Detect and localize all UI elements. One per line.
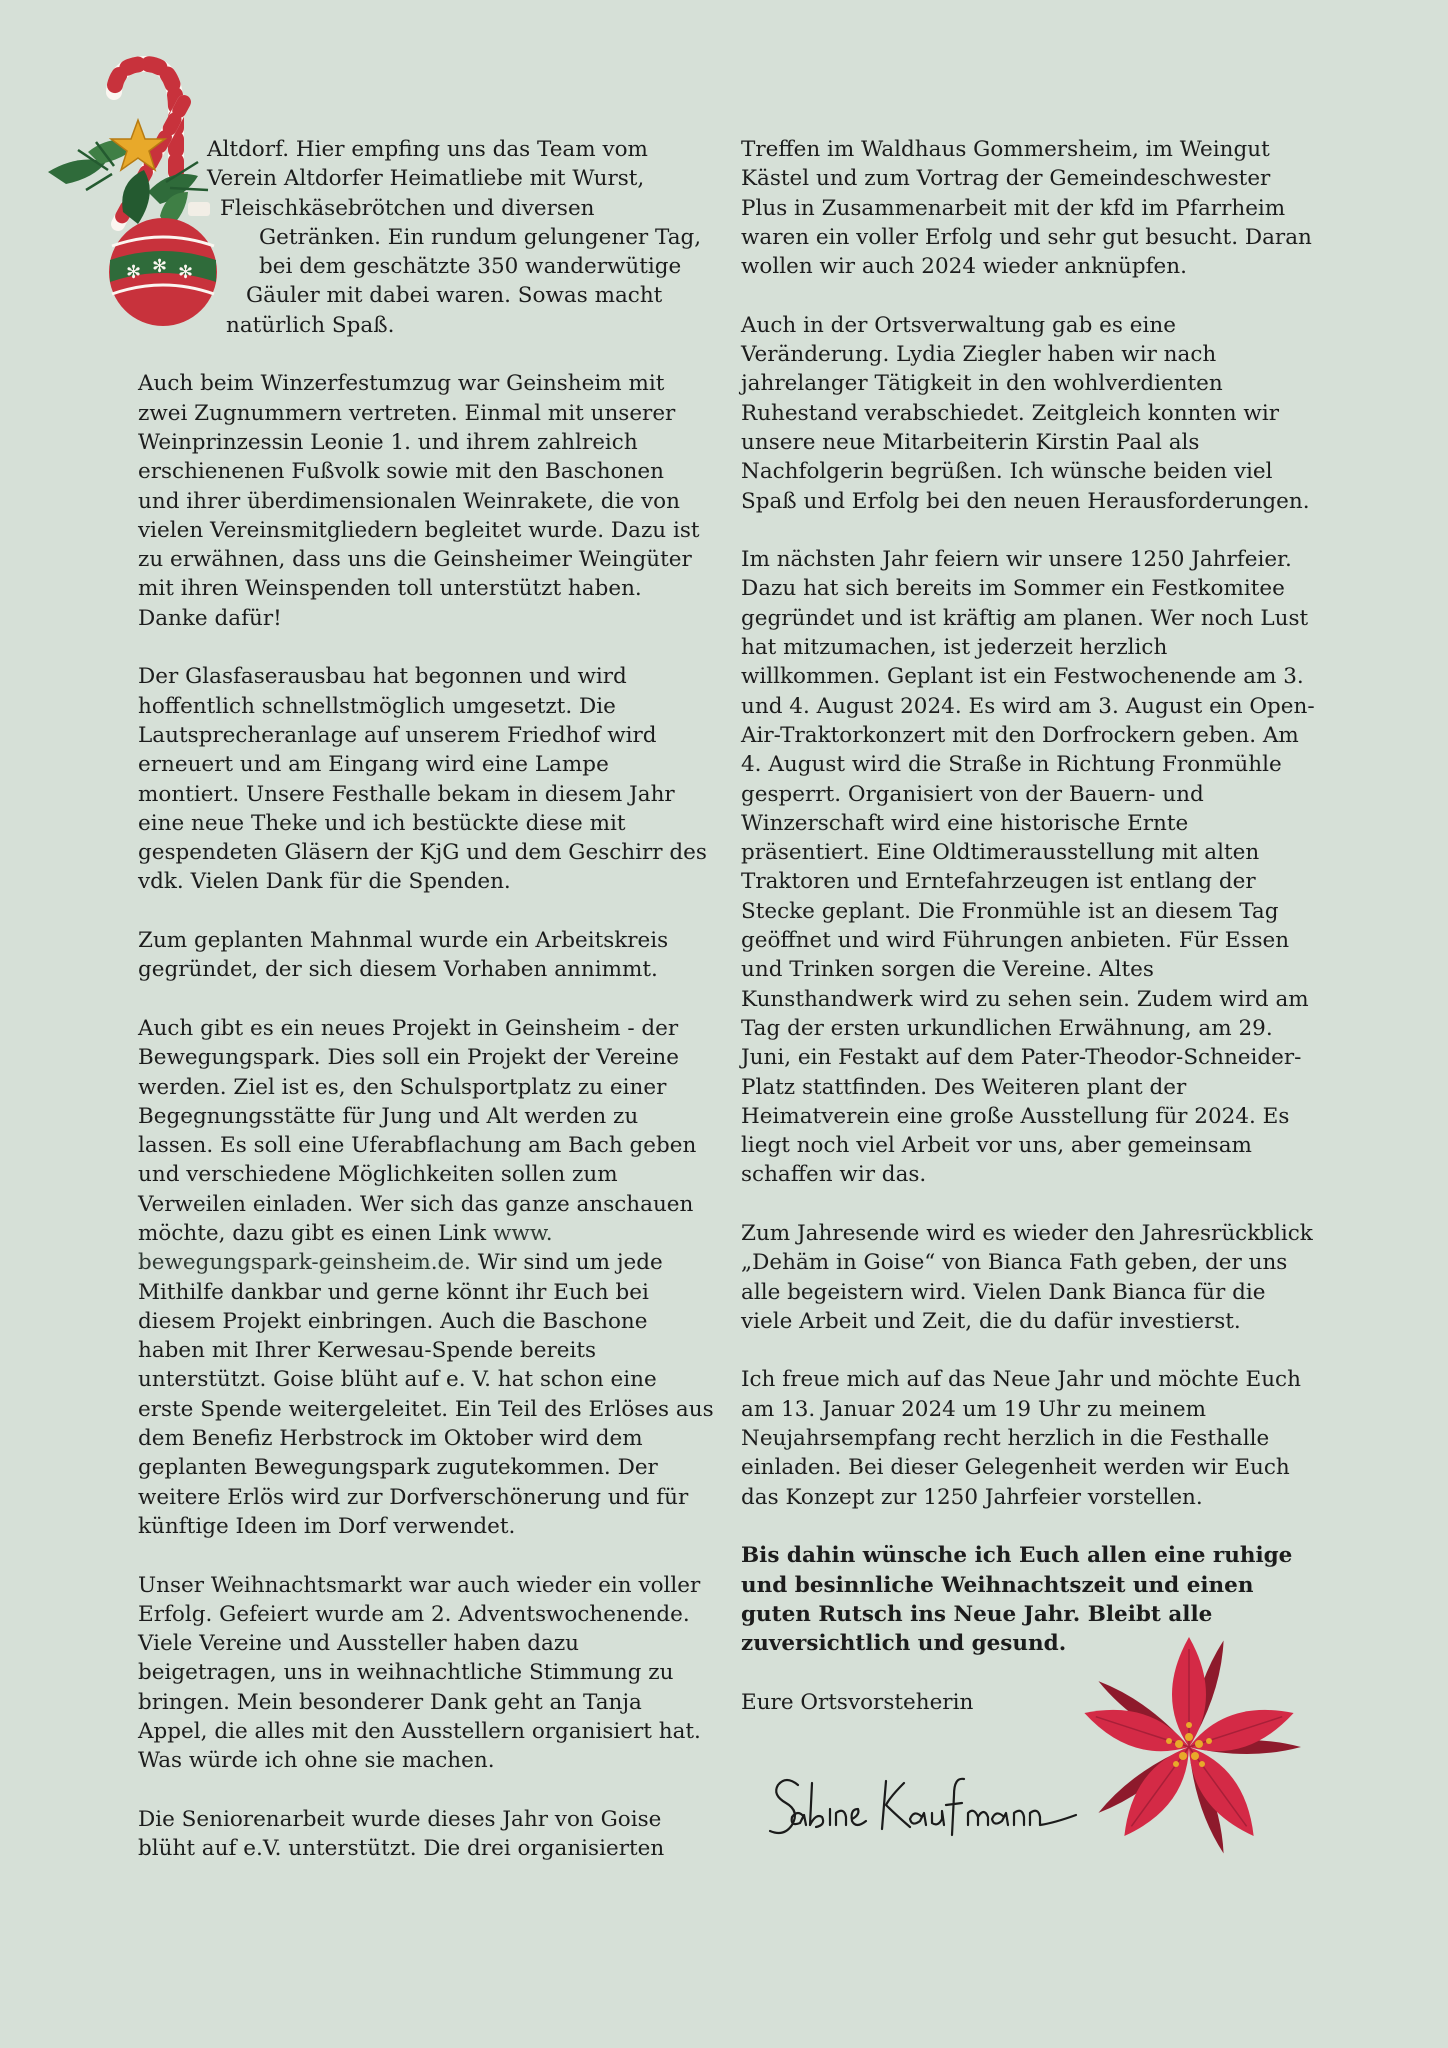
text-line: Juni, ein Festakt auf dem Pater-Theodor-Schneider- [741,1045,1302,1071]
text-line: zuversichtlich und gesund. [741,1631,1067,1657]
text-line: Ruhestand verabschiedet. Zeitgleich konnten wir [741,400,1279,426]
text-line: gegründet und ist kräftig am planen. Wer noch Lust [741,605,1309,631]
text-line: weitere Erlös wird zur Dorfverschönerung und für [138,1484,689,1510]
text-line: Dazu hat sich bereits im Sommer ein Festkomitee [741,576,1285,602]
text-line: blüht auf e.V. unterstützt. Die drei organisierten [138,1836,665,1862]
text-line: Zum geplanten Mahnmal wurde ein Arbeitskreis [138,928,669,954]
text-line: Der Glasfaserausbau hat begonnen und wird [138,664,627,690]
text-line: geöffnet und wird Führungen anbieten. Für Essen [741,928,1290,954]
text-line: waren ein voller Erfolg und sehr gut besucht. Daran [741,224,1312,250]
text-line: guten Rutsch ins Neue Jahr. Bleibt alle [741,1601,1213,1627]
svg-text:✻: ✻ [152,256,168,277]
bewegungspark-link[interactable]: www. [493,1220,553,1246]
text-line: Danke dafür! [138,605,282,631]
text-line: eine neue Theke und ich bestückte diese mit [138,810,626,836]
paragraph-glasfaser [138,662,718,896]
paragraph-weihnachtsmarkt [138,1571,718,1776]
text-line: erste Spende weitergeleitet. Ein Teil des Erlöses aus [138,1396,714,1422]
text-line: mit ihren Weinspenden toll unterstützt haben. [138,576,642,602]
paragraph-jahrfeier [741,545,1331,1190]
text-line: Fleischkäsebrötchen und diversen [220,195,595,221]
text-line: Begegnungsstätte für Jung und Alt werden zu [138,1103,639,1129]
text-line: Auch beim Winzerfestumzug war Geinsheim mit [138,371,665,397]
text-line: Altdorf. Hier empfing uns das Team vom [207,137,648,162]
svg-text:✻: ✻ [178,262,194,283]
left-column [138,135,718,1864]
text-line: schaffen wir das. [741,1162,927,1188]
text-line: einladen. Bei dieser Gelegenheit werden wir Euch [741,1455,1290,1481]
text-line: Neujahrsempfang recht herzlich in die Festhalle [741,1426,1270,1452]
closing-line: Eure Ortsvorsteherin [741,1689,974,1715]
text-line: geplanten Bewegungspark zugutekommen. Der [138,1455,658,1481]
text-line: viele Arbeit und Zeit, die du dafür investierst. [741,1308,1241,1334]
text-line: Nachfolgerin begrüßen. Ich wünsche beiden viel [741,459,1273,485]
text-line: liegt noch viel Arbeit vor uns, aber gemeinsam [741,1133,1252,1159]
text-line: Veränderung. Lydia Ziegler haben wir nach [741,342,1217,368]
text-fragment: möchte, dazu gibt es einen Link [138,1220,494,1246]
poinsettia-icon [1064,1632,1314,1862]
text-line: Auch gibt es ein neues Projekt in Geinsheim - der [138,1015,679,1041]
paragraph-jahresrueckblick [741,1219,1331,1336]
text-line: wollen wir auch 2024 wieder anknüpfen. [741,254,1187,280]
text-line: bei dem geschätzte 350 wanderwütige [259,254,682,280]
text-line: Stecke geplant. Die Fronmühle ist an diesem Tag [741,898,1279,924]
text-line: bringen. Mein besonderer Dank geht an Tanja [138,1689,642,1715]
text-line: vdk. Vielen Dank für die Spenden. [138,869,511,895]
text-line: diesem Projekt einbringen. Auch die Baschone [138,1308,648,1334]
text-line: Winzerschaft wird eine historische Ernte [741,810,1189,836]
right-column [741,135,1331,1717]
text-line: Gäuler mit dabei waren. Sowas macht [246,283,663,309]
text-line: hoffentlich schnellstmöglich umgesetzt. Die [138,693,616,719]
text-line: Verein Altdorfer Heimatliebe mit Wurst, [207,166,645,192]
text-line: Spaß und Erfolg bei den neuen Herausforderungen. [741,488,1310,514]
paragraph-neujahrsempfang [741,1365,1331,1511]
text-line: Zum Jahresende wird es wieder den Jahresrückblick [741,1220,1313,1246]
text-line: erneuert und am Eingang wird eine Lampe [138,752,609,778]
paragraph-bewegungspark [138,1014,718,1541]
paragraph-altdorf [138,135,718,340]
text-line: Lautsprecheranlage auf unserem Friedhof wird [138,722,657,748]
text-line: „Dehäm in Goise“ von Bianca Fath geben, der uns [741,1250,1288,1276]
bewegungspark-link-continued[interactable]: bewegungspark-geinsheim.de. [138,1250,471,1276]
text-line: lassen. Es soll eine Uferabflachung am Bach geben [138,1133,697,1159]
text-fragment: Wir sind um jede [470,1250,663,1276]
text-line: gesperrt. Organisiert von der Bauern- und [741,781,1204,807]
text-line: am 13. Januar 2024 um 19 Uhr zu meinem [741,1396,1206,1422]
text-line: unterstützt. Goise blüht auf e. V. hat schon eine [138,1367,657,1393]
text-line: Tag der ersten urkundlichen Erwähnung, am 29. [741,1015,1273,1041]
text-line: zu erwähnen, dass uns die Geinsheimer Weingüter [138,547,692,573]
text-line: Kunsthandwerk wird zu sehen sein. Zudem wird am [741,986,1309,1012]
text-line: und verschiedene Möglichkeiten sollen zum [138,1162,618,1188]
signature-icon [764,1765,1084,1845]
text-line: Weinprinzessin Leonie 1. und ihrem zahlreich [138,429,638,455]
text-line: gegründet, der sich diesem Vorhaben annimmt. [138,957,658,983]
text-line: Auch in der Ortsverwaltung gab es eine [741,312,1176,338]
text-line: Im nächsten Jahr feiern wir unsere 1250 Jahrfeier. [741,547,1292,573]
text-line: haben mit Ihrer Kerwesau-Spende bereits [138,1338,597,1364]
svg-text:✻: ✻ [126,262,142,283]
text-line: alle begeistern wird. Vielen Dank Bianca für die [741,1279,1266,1305]
paragraph-treffen [741,135,1331,281]
text-line: gespendeten Gläsern der KjG und dem Geschirr des [138,840,707,866]
text-line: unsere neue Mitarbeiterin Kirstin Paal als [741,429,1200,455]
text-line: montiert. Unsere Festhalle bekam in diesem Jahr [138,781,675,807]
text-line: erschienenen Fußvolk sowie mit den Baschonen [138,459,664,485]
paragraph-mahnmal [138,926,718,985]
text-line: jahrelanger Tätigkeit in den wohlverdienten [741,371,1223,397]
text-line: 4. August wird die Straße in Richtung Fronmühle [741,752,1282,778]
text-line: Bewegungspark. Dies soll ein Projekt der Vereine [138,1045,679,1071]
paragraph-ortsverwaltung [741,311,1331,516]
text-line [138,1248,718,1277]
text-line: vielen Vereinsmitgliedern begleitet wurde. Dazu ist [138,517,700,543]
text-line: präsentiert. Eine Oldtimerausstellung mit alten [741,840,1260,866]
paragraph-winzerfestumzug [138,369,718,633]
text-line [138,1219,718,1248]
paragraph-seniorenarbeit [138,1805,718,1864]
text-line: das Konzept zur 1250 Jahrfeier vorstellen. [741,1484,1203,1510]
text-line: und 4. August 2024. Es wird am 3. August ein Open- [741,693,1315,719]
text-line: werden. Ziel ist es, den Schulsportplatz zu einer [138,1074,667,1100]
text-line: Erfolg. Gefeiert wurde am 2. Adventswochenende. [138,1601,690,1627]
text-line: Ich freue mich auf das Neue Jahr und möchte Euch [741,1367,1301,1393]
text-line: Heimatverein eine große Ausstellung für 2024. Es [741,1103,1290,1129]
text-line: Mithilfe dankbar und gerne könnt ihr Euch bei [138,1279,649,1305]
text-line: dem Benefiz Herbstrock im Oktober wird dem [138,1426,643,1452]
text-line: willkommen. Geplant ist ein Festwochenende am 3. [741,664,1304,690]
text-line: Air-Traktorkonzert mit den Dorfrockern geben. Am [741,722,1299,748]
text-line: und besinnliche Weihnachtszeit und einen [741,1572,1254,1598]
text-line: Plus in Zusammenarbeit mit der kfd im Pfarrheim [741,195,1286,221]
text-line: Die Seniorenarbeit wurde dieses Jahr von Goise [138,1806,662,1832]
text-line: und ihrer überdimensionalen Weinrakete, die von [138,488,680,514]
text-line: und Trinken sorgen die Vereine. Altes [741,957,1154,983]
text-line: Getränken. Ein rundum gelungener Tag, [259,224,702,250]
text-line: Was würde ich ohne sie machen. [138,1748,495,1774]
text-line: Verweilen einladen. Wer sich das ganze anschauen [138,1191,694,1217]
text-line: Treffen im Waldhaus Gommersheim, im Weingut [741,137,1270,162]
text-line: Platz stattfinden. Des Weiteren plant der [741,1074,1187,1100]
text-line: Unser Weihnachtsmarkt war auch wieder ein voller [138,1572,701,1598]
text-line: Bis dahin wünsche ich Euch allen eine ruhige [741,1543,1293,1569]
text-line: Kästel und zum Vortrag der Gemeindeschwester [741,166,1271,192]
text-line: beigetragen, uns in weihnachtliche Stimmung zu [138,1660,674,1686]
text-line: zwei Zugnummern vertreten. Einmal mit unserer [138,400,676,426]
text-line: hat mitzumachen, ist jederzeit herzlich [741,635,1168,661]
text-line: Appel, die alles mit den Ausstellern organisiert hat. [138,1719,701,1745]
text-line: Traktoren und Erntefahrzeugen ist entlang der [741,869,1256,895]
text-line: künftige Ideen im Dorf verwendet. [138,1513,516,1539]
text-line: natürlich Spaß. [226,312,395,338]
text-line: Viele Vereine und Aussteller haben dazu [138,1631,580,1657]
